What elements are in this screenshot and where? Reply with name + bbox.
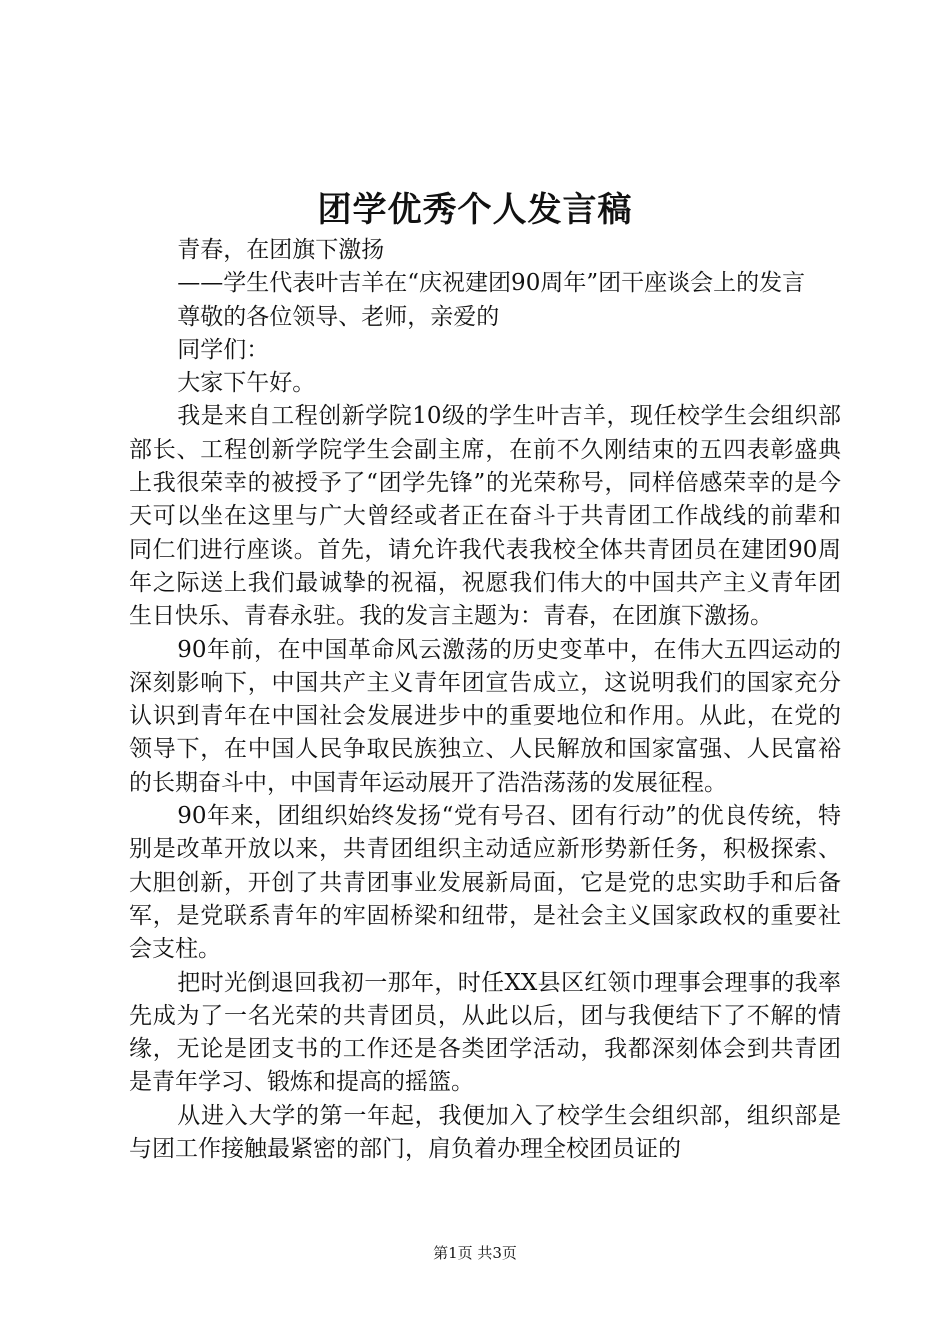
paragraph-greeting: 大家下午好。	[177, 370, 316, 397]
page-footer: 第1页 共3页	[433, 1244, 517, 1262]
paragraph-body: 从进入大学的第一年起，我便加入了校学生会组织部，组织部是与团工作接触最紧密的部门，肩负着办理全校团员证的	[129, 1102, 841, 1163]
paragraph-salutation: 尊敬的各位领导、老师，亲爱的	[177, 303, 500, 330]
document-body	[129, 234, 841, 1166]
paragraph-byline: ——学生代表叶吉羊在“庆祝建团90周年”团干座谈会上的发言	[177, 270, 806, 297]
paragraph-body: 我是来自工程创新学院10级的学生叶吉羊，现任校学生会组织部部长、工程创新学院学生会副主席，在前不久刚结束的五四表彰盛典上我很荣幸的被授予了“团学先锋”的光荣称号，同样倍感荣幸的是今天可以坐在这里与广大曾经或者正在奋斗于共青团工作战线的前辈和同仁们进行座谈。首先，请允许我代表我校全体共青团员在建团90周年之际送上我们最诚挚的祝福，祝愿我们伟大的中国共产主义青年团生日快乐、青春永驻。我的发言主题为：青春，在团旗下激扬。	[129, 403, 841, 630]
paragraph-body: 90年来，团组织始终发扬“党有号召、团有行动”的优良传统，特别是改革开放以来，共青团组织主动适应新形势新任务，积极探索、大胆创新，开创了共青团事业发展新局面，它是党的忠实助手和后备军，是党联系青年的牢固桥梁和纽带，是社会主义国家政权的重要社会支柱。	[129, 803, 841, 963]
paragraph-body: 90年前，在中国革命风云激荡的历史变革中，在伟大五四运动的深刻影响下，中国共产主义青年团宣告成立，这说明我们的国家充分认识到青年在中国社会发展进步中的重要地位和作用。从此，在党的领导下，在中国人民争取民族独立、人民解放和国家富强、人民富裕的长期奋斗中，中国青年运动展开了浩浩荡荡的发展征程。	[129, 636, 841, 796]
paragraph-subtitle: 青春，在团旗下激扬	[177, 237, 385, 263]
paragraph-salutation-cont: 同学们：	[177, 336, 270, 363]
paragraph-body: 把时光倒退回我初一那年，时任XX县区红领巾理事会理事的我率先成为了一名光荣的共青团员，从此以后，团与我便结下了不解的情缘，无论是团支书的工作还是各类团学活动，我都深刻体会到共青团是青年学习、锻炼和提高的摇篮。	[129, 969, 841, 1096]
page-title: 团学优秀个人发言稿	[317, 190, 633, 230]
